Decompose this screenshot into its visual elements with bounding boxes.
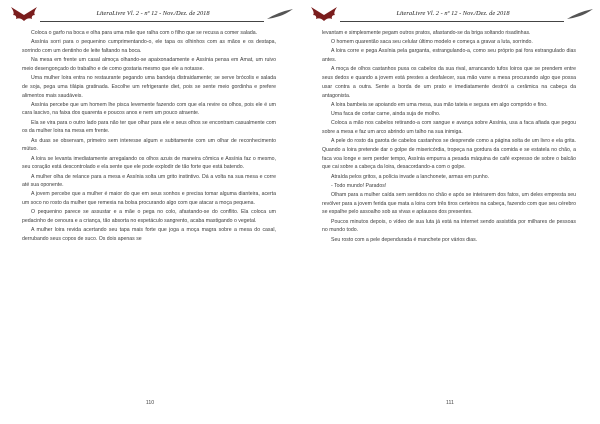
page-body bbox=[322, 29, 576, 245]
winged-emblem-logo bbox=[10, 6, 38, 24]
paragraph: A moça de olhos castanhos puxa os cabelos da sua rival, arrancando tufos loiros que se prendem entre seus dedos e quando a jovem está prestes a desfalecer, sua mão varre a mesa procurando algo que possa usar contra a outra. Sente a borda de um prato e imediatamente destrói a cerâmica na cabeça da antagonista. bbox=[322, 66, 576, 99]
paragraph: A loira corre e pega Assínia pela garganta, estrangulando-a, como seu próprio pai fora estrangulado dias antes. bbox=[322, 48, 576, 64]
paragraph: Assínia sorri para o pequenino cumprimentando-o, ele tapa os olhinhos com as mãos e os destapa, sorrindo com um dentinho de leite faltando na boca. bbox=[22, 39, 276, 54]
page-body bbox=[22, 29, 276, 244]
paragraph: Uma faca de cortar carne, ainda suja de molho. bbox=[331, 110, 441, 117]
paragraph: Coloca o garfo na boca e olha para uma mãe que ralha com o filho que se recusa a comer salada. bbox=[31, 30, 258, 36]
paragraph: O pequenino parece se assustar e a mãe o pega no colo, afastando-se do conflito. Ela coloca um pedacinho de cenoura e a criança, tão absorta no espetáculo sangrento, acaba mastigando o vegetal. bbox=[22, 209, 276, 225]
paragraph: A loira se levanta imediatamente arregalando os olhos azuis de maneira cômica e Assínia faz o mesmo, seu coração está descontrolado e ela sente que ele pode explodir de tão forte que está batendo. bbox=[22, 155, 276, 171]
header-rule bbox=[340, 21, 564, 22]
page-number: 110 bbox=[145, 400, 155, 406]
page-header bbox=[10, 6, 294, 24]
quill-icon bbox=[566, 8, 594, 20]
paragraph: Na mesa em frente um casal almoça olhando-se apaixonadamente e Assínia pensa em Amat, um ruivo meio desengonçado do trabalho e de como gostaria mesmo que ele a notasse. bbox=[22, 57, 276, 72]
paragraph: Seu rosto com a pele dependurada é manchete por vários dias. bbox=[331, 236, 478, 243]
quill-icon bbox=[266, 8, 294, 20]
right-page bbox=[300, 0, 600, 424]
header-rule bbox=[40, 21, 264, 22]
page-number: 111 bbox=[446, 400, 454, 406]
paragraph: A pele do rosto da garota de cabelos castanhos se desprende como a página solta de um livro e ela grita. Quando a loira pretende dar o golpe de misericórdia, tropeça na gordura da comida e se estatela no chão, a faca voa longe e sem perder tempo, Assínia empurra a pesada máquina de café expresso de sobre o balcão que cai sobre a cabeça da loira, desacordando-a com o golpe. bbox=[322, 138, 576, 171]
page-header bbox=[310, 6, 594, 24]
paragraph: O homem quarentão saca seu celular último modelo e começa a gravar a luta, sorrindo. bbox=[331, 39, 533, 46]
paragraph: A mulher olha de relance para a mesa e Assínia solta um grito instintivo. Dá a volta na sua mesa e corre até sua oponente. bbox=[22, 173, 276, 189]
header-title: LiteraLivre Vl. 2 - nº 12 - Nov./Dez. de 2018 bbox=[396, 10, 510, 17]
paragraph: Assínia percebe que um homem lhe pisca levemente fazendo com que ela revire os olhos, pois ele é um cara lascivo, na faixa dos quarenta e poucos anos e nem um pouco atraente. bbox=[22, 101, 276, 117]
paragraph: Ela se vira para o outro lado para não ter que olhar para ele e seus olhos se encontram casualmente com os da mulher loira na mesa em frente. bbox=[22, 119, 276, 135]
paragraph: - Todo mundo! Parados! bbox=[331, 182, 387, 189]
header-title: LiteraLivre Vl. 2 - nº 12 - Nov./Dez. de 2018 bbox=[96, 10, 210, 17]
paragraph: levantam e simplesmente pegam outros pratos, afastando-se da briga soltando risadinhas. bbox=[322, 30, 531, 36]
paragraph: Poucos minutos depois, o vídeo de sua luta já está na internet sendo assistida por milhares de pessoas no mundo todo. bbox=[322, 218, 576, 234]
paragraph: A jovem percebe que a mulher é maior do que em seus sonhos e precisa tomar alguma dianteira, acerta um soco no rosto da mulher que remexia na bolsa procurando algo com que atacar a moça pequena. bbox=[22, 191, 276, 207]
paragraph: As duas se observam, primeiro sem interesse algum e subitamente com um olhar de reconhecimento mútuo. bbox=[22, 137, 276, 153]
paragraph: A loira bambeia se apoiando em uma mesa, sua mão tateia e segura em algo comprido e fino. bbox=[331, 101, 548, 108]
paragraph: Coloca a mão nos cabelos retirando-a com sangue e avança sobre Assínia, usa a faca afiada que pegou sobre a mesa e faz um arco abrindo um talho na sua inimiga. bbox=[322, 120, 576, 135]
paragraph: Uma mulher loira entra no restaurante pegando uma bandeja distraidamente; se serve brócolis e salada de soja, pega uma tilápia gratinada. Escolhe um refrigerante diet, pois se sente meio gordinha e prefere alimentos mais saudáveis. bbox=[22, 75, 276, 99]
paragraph: A mulher loira revida acertando seu tapa mais forte que joga a moça magra sobre a mesa do casal, derrubando seus copos de suco. Os dois apenas se bbox=[22, 227, 276, 243]
paragraph: Atraída pelos gritos, a polícia invade a lanchonete, armas em punho. bbox=[331, 173, 490, 180]
paragraph: Olham para a mulher caída sem sentidos no chão e após se inteirarem dos fatos, um deles empresta seu revólver para a jovem ferida que mata a loira com três tiros certeiros na cabeça, fazendo com que seu cérebro se espalhe pelo assoalho sob as vivas e aplausos dos presentes. bbox=[322, 191, 576, 216]
winged-emblem-logo bbox=[310, 6, 338, 24]
